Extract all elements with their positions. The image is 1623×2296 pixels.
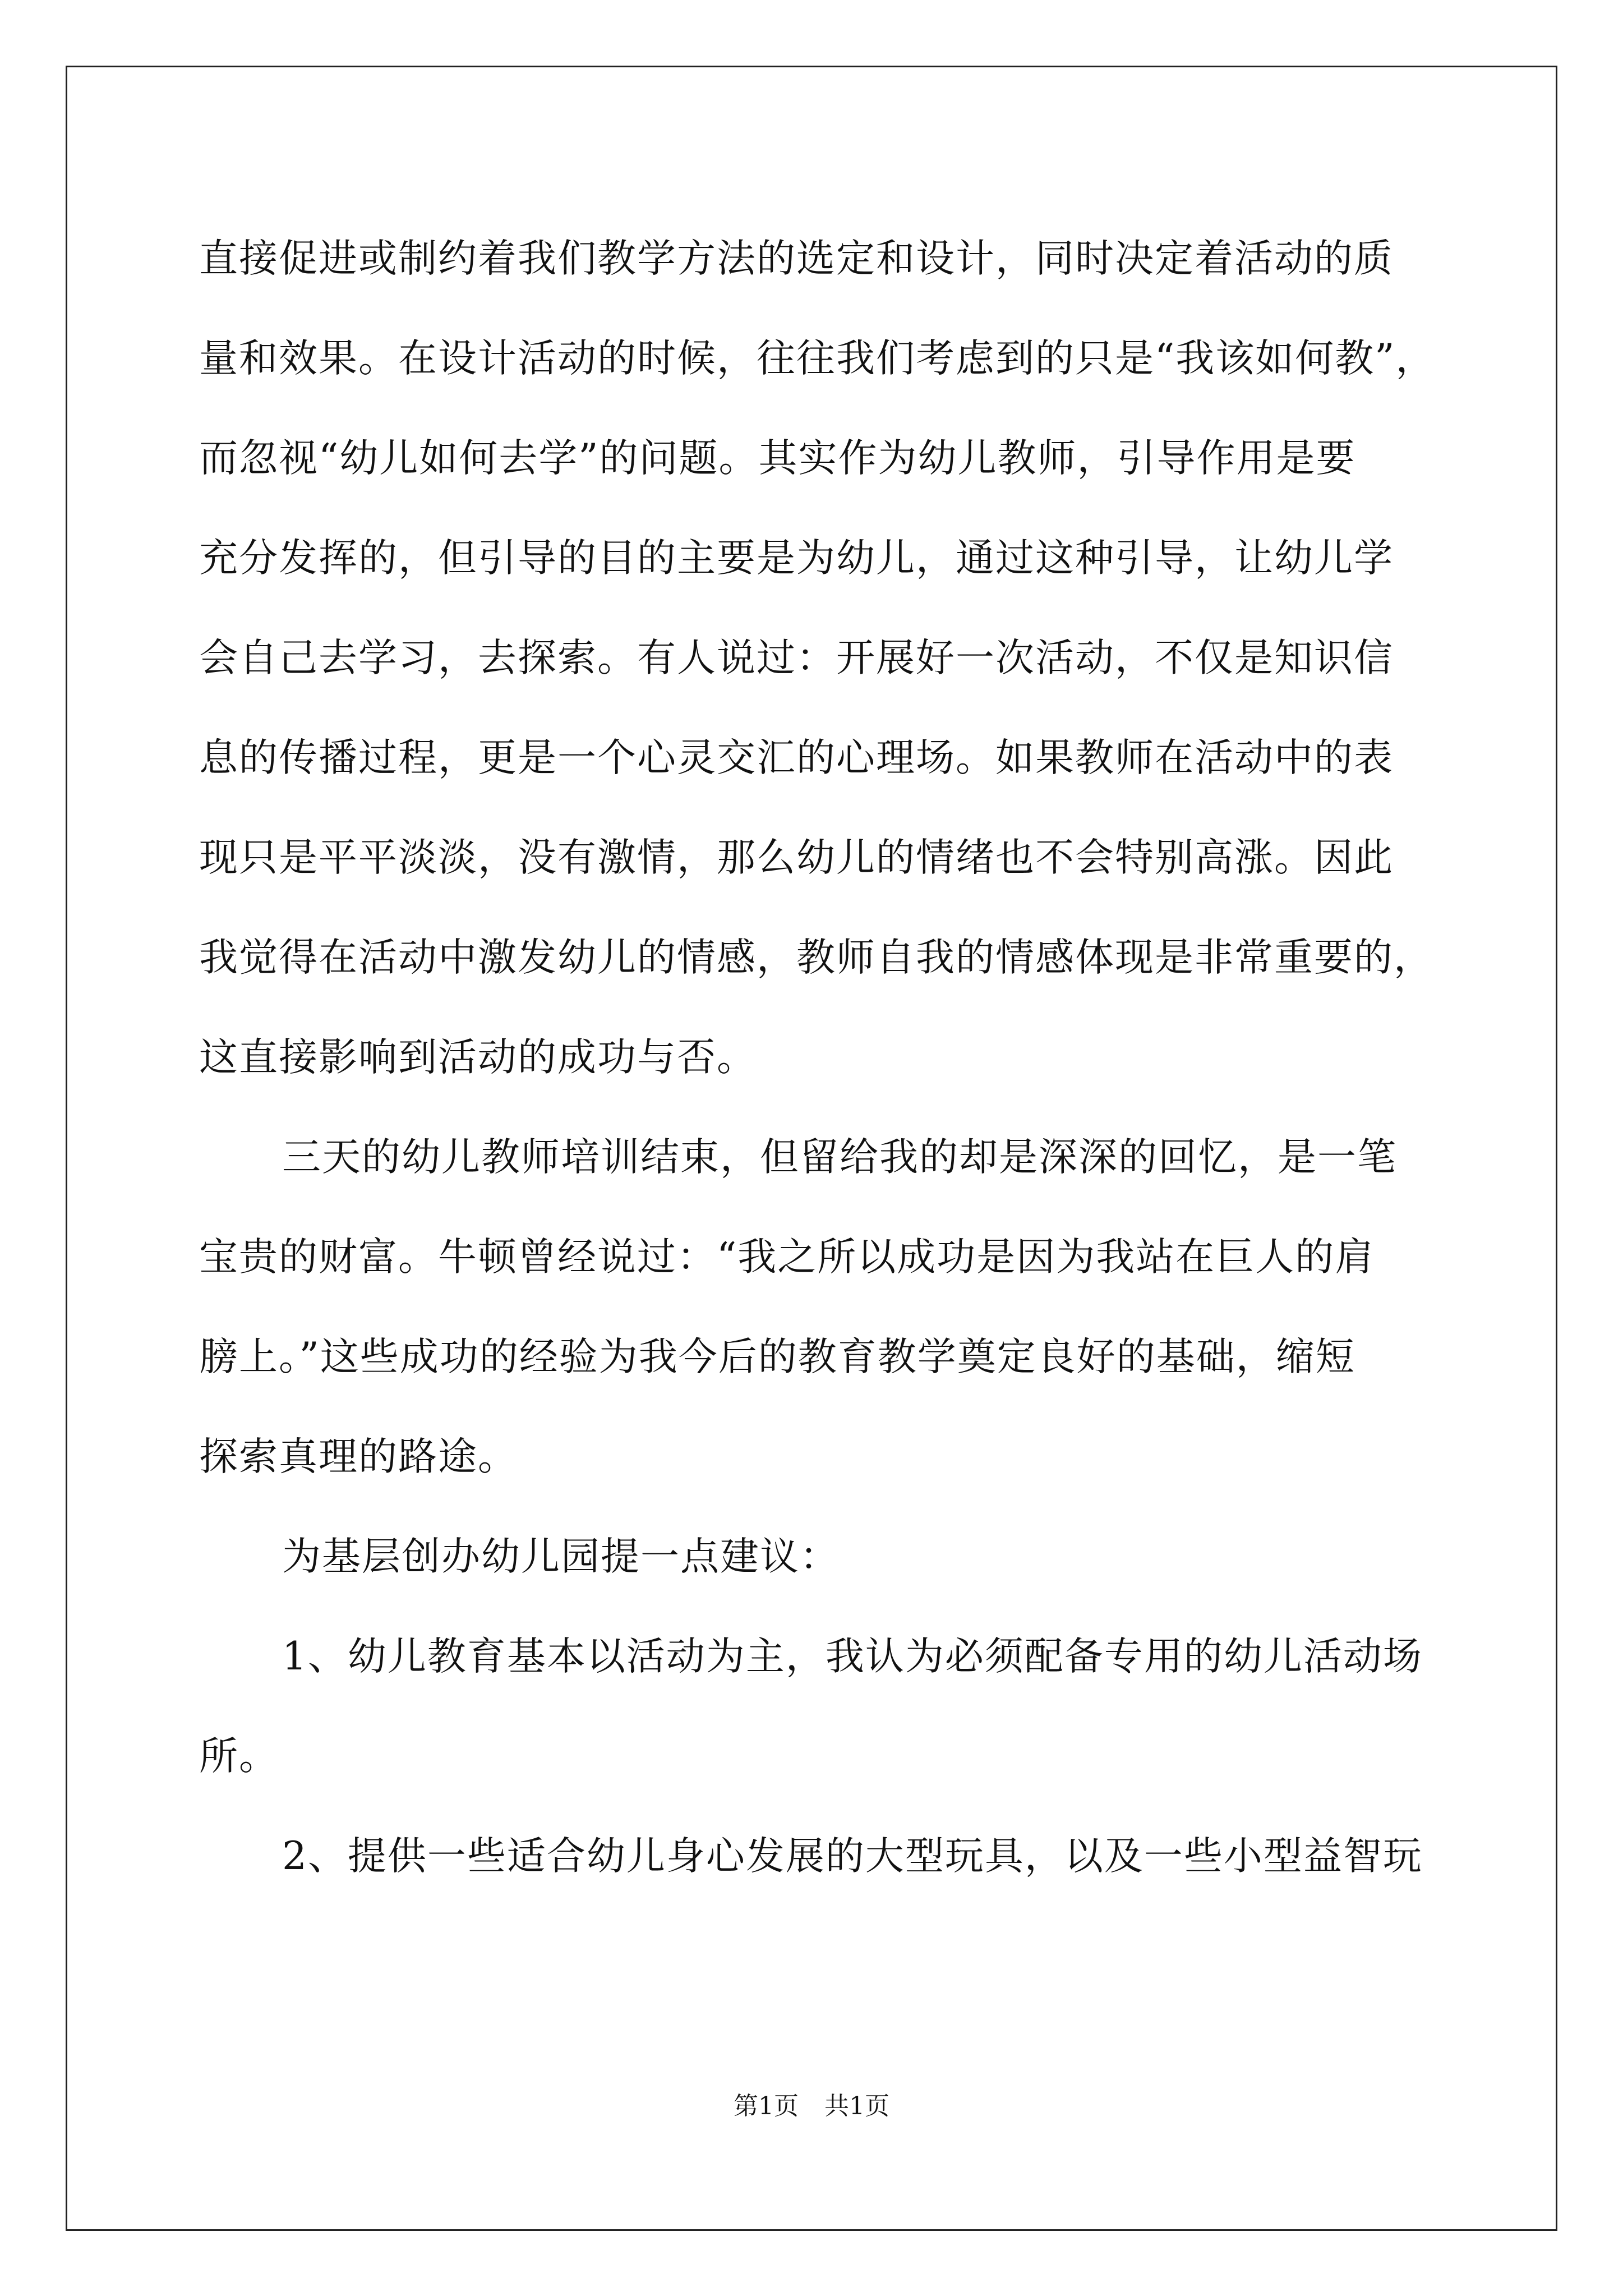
paragraph-start-line: 2、提供一些适合幼儿身心发展的大型玩具，以及一些小型益智玩	[282, 1834, 1423, 1879]
text-line: 量和效果。在设计活动的时候，往往我们考虑到的只是“我该如何教”，	[199, 336, 1436, 381]
paragraph-start-line: 1、幼儿教育基本以活动为主，我认为必须配备专用的幼儿活动场	[282, 1634, 1423, 1679]
text-line: 而忽视“幼儿如何去学”的问题。其实作为幼儿教师，引导作用是要	[199, 436, 1356, 481]
text-line: 膀上。”这些成功的经验为我今后的教育教学奠定良好的基础，缩短	[199, 1335, 1355, 1379]
text-line: 息的传播过程，更是一个心灵交汇的心理场。如果教师在活动中的表	[199, 735, 1394, 780]
text-line: 现只是平平淡淡，没有激情，那么幼儿的情绪也不会特别高涨。因此	[199, 835, 1394, 880]
text-line: 充分发挥的，但引导的目的主要是为幼儿，通过这种引导，让幼儿学	[199, 536, 1394, 581]
text-line: 宝贵的财富。牛顿曾经说过：“我之所以成功是因为我站在巨人的肩	[199, 1235, 1375, 1280]
document-body	[199, 209, 1441, 1906]
page-total: 共1页	[824, 2092, 889, 2120]
paragraph-start-line: 三天的幼儿教师培训结束，但留给我的却是深深的回忆，是一笔	[282, 1135, 1397, 1180]
page-footer	[0, 2090, 1623, 2123]
text-line: 我觉得在活动中激发幼儿的情感，教师自我的情感体现是非常重要的，	[199, 935, 1433, 980]
page-number: 第1页	[734, 2092, 799, 2120]
text-line: 这直接影响到活动的成功与否。	[199, 1035, 757, 1080]
text-line: 所。	[199, 1734, 279, 1779]
text-line: 会自己去学习，去探索。有人说过：开展好一次活动，不仅是知识信	[199, 636, 1394, 680]
text-line: 探索真理的路途。	[199, 1434, 518, 1479]
text-line: 直接促进或制约着我们教学方法的选定和设计，同时决定着活动的质	[199, 236, 1394, 281]
paragraph-start-line: 为基层创办幼儿园提一点建议：	[282, 1534, 840, 1579]
